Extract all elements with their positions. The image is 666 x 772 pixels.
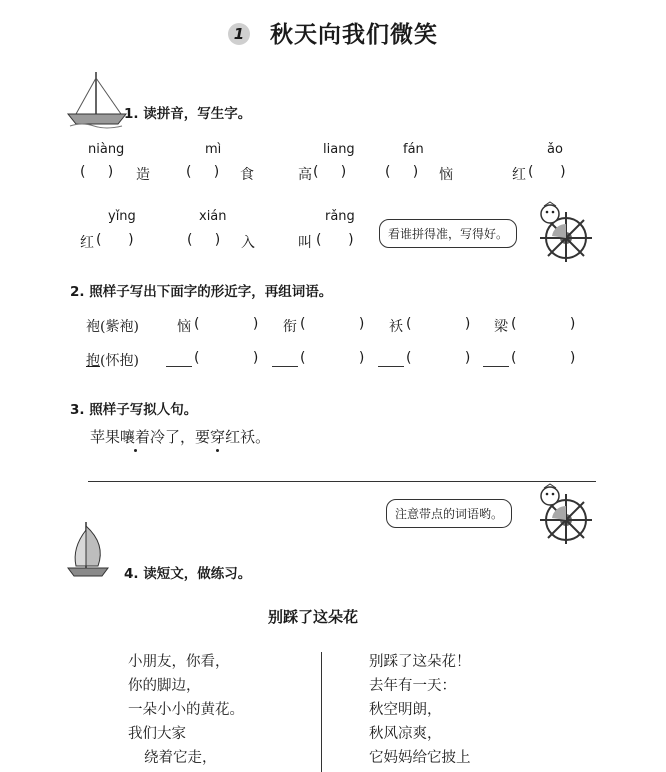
- q3-example-sentence: [90, 426, 270, 447]
- blank-paren[interactable]: ( ): [528, 164, 566, 180]
- poem-left-column: [128, 650, 244, 770]
- pinyin-niang: niàng: [88, 142, 125, 157]
- blank-paren[interactable]: ( ): [300, 350, 365, 366]
- poem-line: 绕着它走，: [144, 750, 217, 766]
- q3-title: 3. 照样子写拟人句。: [70, 402, 198, 418]
- blank-paren[interactable]: ( ): [313, 164, 347, 180]
- example2-word: 怀抱: [105, 353, 134, 369]
- hint-bubble-2: 注意带点的词语哟。: [386, 499, 512, 528]
- blank-paren[interactable]: ( ): [194, 316, 259, 332]
- poem-line: 小朋友，你看，: [128, 654, 230, 670]
- pinyin-liang: liang: [323, 142, 355, 157]
- pinyin-fan: fán: [403, 142, 424, 157]
- q4-title: 4. 读短文，做练习。: [124, 566, 252, 582]
- poem-line: 秋空明朗，: [369, 702, 442, 718]
- char-jiao: 叫: [298, 235, 312, 251]
- poem-line: 它妈妈给它披上: [369, 750, 471, 766]
- q2-char-ao: 袄: [389, 319, 403, 335]
- pinyin-mi: mì: [205, 142, 222, 157]
- blank-paren[interactable]: ( ): [96, 232, 134, 248]
- blank-paren[interactable]: ( ): [511, 350, 576, 366]
- q2-char-xian: 衔: [283, 319, 297, 335]
- blank-paren[interactable]: ( ): [194, 350, 259, 366]
- lesson-number-badge: 1: [228, 23, 250, 45]
- mascot-wheel-icon: [532, 200, 592, 262]
- blank-paren[interactable]: ( ): [406, 350, 471, 366]
- pinyin-ao: ǎo: [547, 142, 563, 157]
- sailboat-icon: [66, 70, 130, 130]
- blank-paren[interactable]: ( ): [187, 232, 221, 248]
- poem-line: 别踩了这朵花！: [369, 654, 471, 670]
- sentence-part: 苹果: [90, 428, 121, 446]
- char-hong2: 红: [80, 235, 94, 251]
- blank-line[interactable]: [166, 352, 192, 367]
- pinyin-ying: yǐng: [108, 209, 136, 224]
- q2-char-liang: 梁: [494, 319, 508, 335]
- poem-line: 你的脚边，: [128, 678, 201, 694]
- emphasized-word: 嚷着: [120, 428, 151, 446]
- page-title: 秋天向我们微笑: [270, 22, 438, 48]
- sentence-part: 红袄。: [225, 428, 271, 446]
- sailboat-icon: [66, 520, 116, 582]
- example1-char: 袍: [86, 319, 100, 335]
- sentence-part: 冷了，要: [150, 428, 211, 446]
- blank-paren[interactable]: ( ): [80, 164, 114, 180]
- poem-line: 去年有一天：: [369, 678, 456, 694]
- mascot-wheel-icon: [532, 482, 592, 544]
- char-zao: 造: [136, 167, 150, 183]
- example2: 抱(怀抱): [86, 353, 139, 369]
- example1: 袍(紫袍): [86, 319, 139, 335]
- blank-paren[interactable]: ( ): [186, 164, 220, 180]
- hint-bubble-1: 看谁拼得准，写得好。: [379, 219, 517, 248]
- example2-char: 抱: [86, 353, 100, 369]
- poem-line: 我们大家: [128, 726, 186, 742]
- char-ru: 入: [241, 235, 255, 251]
- example1-word: 紫袍: [105, 319, 134, 335]
- blank-line[interactable]: [272, 352, 298, 367]
- char-gao: 高: [298, 167, 312, 183]
- emphasized-word: 穿: [210, 428, 226, 446]
- poem-line: 秋风凉爽，: [369, 726, 442, 742]
- pinyin-xian: xián: [199, 209, 227, 224]
- blank-paren[interactable]: ( ): [406, 316, 471, 332]
- q1-title: 1. 读拼音，写生字。: [124, 106, 252, 122]
- q2-char-nao: 恼: [177, 319, 191, 335]
- char-hong: 红: [512, 167, 526, 183]
- poem-line: 一朵小小的黄花。: [128, 702, 244, 718]
- blank-paren[interactable]: ( ): [511, 316, 576, 332]
- pinyin-rang: rǎng: [325, 209, 355, 224]
- char-nao: 恼: [439, 167, 453, 183]
- blank-paren[interactable]: ( ): [385, 164, 419, 180]
- answer-line[interactable]: [88, 481, 596, 482]
- article-title: 别踩了这朵花: [268, 608, 359, 626]
- blank-line[interactable]: [378, 352, 404, 367]
- column-divider: [321, 652, 322, 772]
- poem-right-column: [369, 650, 471, 770]
- blank-paren[interactable]: ( ): [316, 232, 354, 248]
- q2-title: 2. 照样子写出下面字的形近字，再组词语。: [70, 284, 333, 300]
- blank-line[interactable]: [483, 352, 509, 367]
- blank-paren[interactable]: ( ): [300, 316, 365, 332]
- char-shi: 食: [240, 167, 254, 183]
